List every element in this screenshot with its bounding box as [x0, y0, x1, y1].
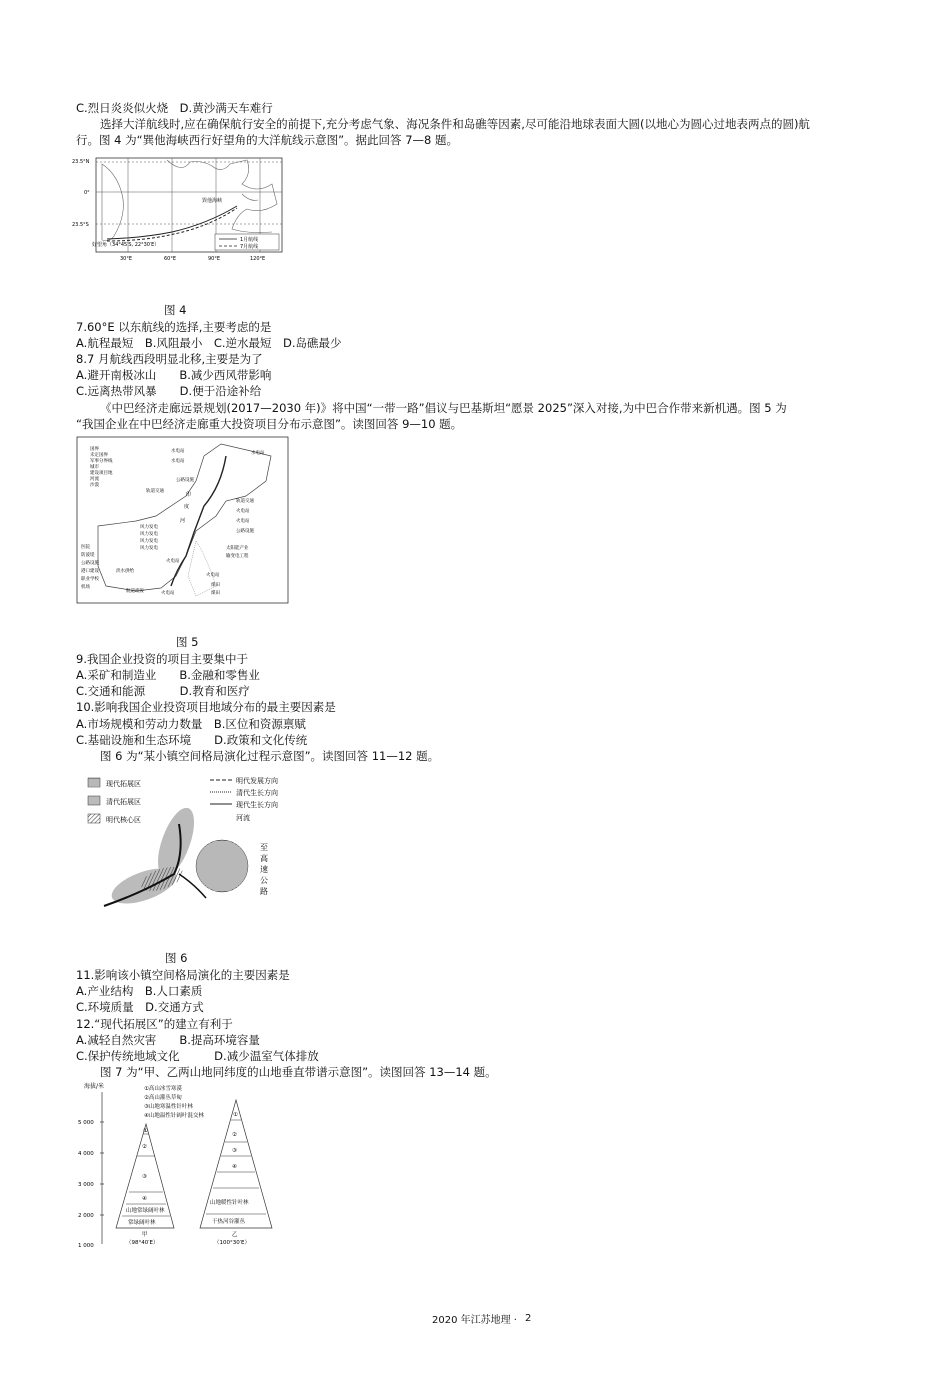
lon-label: 90°E [208, 256, 221, 262]
option-line: C.烈日炎炎似火烧 D.黄沙满天车难行 [76, 101, 273, 115]
highway-label: 至 [260, 843, 268, 852]
svg-text:轨道交通: 轨道交通 [146, 489, 164, 494]
paragraph-line: 图 7 为“甲、乙两山地同纬度的山地垂直带谱示意图”。读图回答 13—14 题。 [100, 1065, 497, 1079]
highway-label: 速 [260, 865, 268, 874]
legend-river: 河流 [236, 814, 250, 822]
question-7-options: A.航程最短 B.风阻最小 C.逆水最短 D.岛礁最少 [76, 336, 342, 350]
question-9-options: A.采矿和制造业 B.金融和零售业 [76, 668, 260, 682]
strait-label: 巽他海峡 [202, 198, 223, 204]
svg-text:煤田: 煤田 [211, 591, 220, 596]
question-11-options: A.产业结构 B.人口素质 [76, 984, 203, 998]
svg-text:航道疏浚: 航道疏浚 [126, 589, 144, 594]
lon-label: 30°E [120, 256, 133, 262]
figure-5-caption: 图 5 [176, 635, 199, 649]
figure-4-route-map [72, 154, 287, 266]
svg-text:公路设施: 公路设施 [81, 561, 99, 566]
question-12: 12.“现代拓展区”的建立有利于 [76, 1017, 233, 1031]
paragraph-line: 《中巴经济走廊远景规划(2017—2030 年)》将中国“一带一路”倡议与巴基斯坦“愿景 2025”深入对接,为中巴合作带来新机遇。图 5 为 [100, 401, 787, 415]
lat-label: 23.5°S [72, 222, 89, 228]
svg-text:山地常绿阔叶林: 山地常绿阔叶林 [126, 1208, 165, 1214]
svg-text:风力发电: 风力发电 [140, 539, 158, 544]
question-9-options: C.交通和能源 D.教育和医疗 [76, 684, 250, 698]
legend-ming: 明代核心区 [106, 816, 141, 824]
svg-text:沙漠: 沙漠 [90, 483, 99, 488]
y-axis-label: 海拔/米 [84, 1083, 105, 1090]
svg-text:①: ① [233, 1112, 238, 1118]
svg-text:风力发电: 风力发电 [140, 546, 158, 551]
svg-text:③山地寒温性针叶林: ③山地寒温性针叶林 [144, 1104, 193, 1110]
svg-text:③: ③ [232, 1148, 237, 1154]
svg-text:②高山灌丛草甸: ②高山灌丛草甸 [144, 1095, 182, 1101]
svg-text:（98°40′E）: （98°40′E） [126, 1240, 159, 1246]
legend-qing-direction: 清代生长方向 [236, 789, 278, 797]
svg-text:火电站: 火电站 [161, 591, 175, 596]
svg-text:河流: 河流 [90, 477, 99, 482]
svg-text:公路设施: 公路设施 [236, 529, 254, 534]
question-12-options: C.保护传统地域文化 D.减少温室气体排放 [76, 1049, 319, 1063]
y-ticks [78, 1120, 94, 1249]
svg-text:火电站: 火电站 [236, 519, 250, 524]
zone-legend [144, 1084, 204, 1119]
highway-label: 公 [260, 876, 268, 885]
svg-text:港口建设: 港口建设 [81, 569, 99, 574]
svg-text:山地暖性针叶林: 山地暖性针叶林 [210, 1200, 249, 1206]
svg-text:乙: 乙 [232, 1232, 238, 1238]
svg-text:3 000: 3 000 [78, 1182, 94, 1188]
lat-label: 23.5°N [72, 159, 90, 165]
paragraph-line: 图 6 为“某小镇空间格局演化过程示意图”。读图回答 11—12 题。 [100, 749, 440, 763]
svg-text:火电站: 火电站 [206, 573, 220, 578]
lon-label: 120°E [250, 256, 266, 262]
legend-modern-direction: 现代生长方向 [236, 801, 278, 809]
highway-label: 高 [260, 854, 268, 863]
figure-6-caption: 图 6 [165, 951, 188, 965]
svg-text:③: ③ [142, 1174, 147, 1180]
question-10-options: A.市场规模和劳动力数量 B.区位和资源禀赋 [76, 717, 306, 731]
svg-text:5 000: 5 000 [78, 1120, 94, 1126]
svg-text:干热河谷灌丛: 干热河谷灌丛 [212, 1219, 246, 1225]
svg-text:机场: 机场 [81, 585, 90, 590]
svg-text:煤田: 煤田 [211, 583, 220, 588]
svg-text:城市: 城市 [90, 465, 99, 470]
mountain-a [116, 1124, 174, 1246]
svg-text:2 000: 2 000 [78, 1213, 94, 1219]
svg-text:火电站: 火电站 [236, 509, 250, 514]
highway-label: 路 [260, 887, 268, 896]
svg-text:火电站: 火电站 [166, 559, 180, 564]
mountain-b [200, 1100, 272, 1246]
svg-text:水电站: 水电站 [171, 459, 185, 464]
question-10-options: C.基础设施和生态环境 D.政策和文化传统 [76, 733, 308, 747]
svg-text:输变电工程: 输变电工程 [226, 554, 249, 559]
lon-label: 60°E [164, 256, 177, 262]
legend-ming-direction: 明代发展方向 [236, 777, 278, 785]
svg-text:常绿阔叶林: 常绿阔叶林 [128, 1220, 156, 1226]
question-7: 7.60°E 以东航线的选择,主要考虑的是 [76, 320, 272, 334]
svg-text:②: ② [142, 1144, 147, 1150]
svg-text:4 000: 4 000 [78, 1151, 94, 1157]
svg-text:水电站: 水电站 [251, 451, 265, 456]
map-legend [90, 445, 113, 488]
svg-text:1 000: 1 000 [78, 1243, 94, 1249]
svg-text:④山地温性针阔叶混交林: ④山地温性针阔叶混交林 [144, 1113, 204, 1119]
svg-text:水电站: 水电站 [171, 449, 185, 454]
question-11-options: C.环境质量 D.交通方式 [76, 1000, 204, 1014]
svg-text:公路设施: 公路设施 [176, 478, 194, 483]
svg-text:②: ② [232, 1132, 237, 1138]
question-10: 10.影响我国企业投资项目地域分布的最主要因素是 [76, 700, 336, 714]
question-11: 11.影响该小镇空间格局演化的主要因素是 [76, 968, 290, 982]
legend-jul-route: 7月航线 [240, 244, 259, 250]
figure-6-town-evolution [84, 774, 298, 914]
river-label: 河 [180, 518, 186, 524]
svg-text:建设项目地: 建设项目地 [90, 471, 113, 476]
paragraph-line: 选择大洋航线时,应在确保航行安全的前提下,充分考虑气象、海况条件和岛礁等因素,尽可能沿地球表面大圆(以地心为圆心过地表两点的圆)航 [100, 117, 810, 131]
project-labels [81, 447, 265, 596]
question-9: 9.我国企业投资的项目主要集中于 [76, 652, 248, 666]
lat-label: 0° [84, 190, 90, 196]
legend-qing: 清代拓展区 [106, 798, 141, 806]
figure-5-investment-map [76, 436, 290, 606]
svg-text:军事分界线: 军事分界线 [90, 459, 113, 464]
question-8-options: C.远离热带风暴 D.便于沿途补给 [76, 384, 262, 398]
svg-text:轨道交通: 轨道交通 [236, 499, 254, 504]
footer-text: 2020 年江苏地理 · [432, 1315, 517, 1326]
question-8: 8.7 月航线西段明显北移,主要是为了 [76, 352, 263, 366]
svg-text:④: ④ [142, 1196, 147, 1202]
svg-text:甲: 甲 [142, 1232, 148, 1238]
svg-text:医院: 医院 [81, 545, 90, 550]
svg-text:风力发电: 风力发电 [140, 525, 158, 530]
svg-text:国界: 国界 [90, 447, 99, 452]
svg-text:（100°30′E）: （100°30′E） [214, 1240, 250, 1246]
page-number: 2 [525, 1313, 532, 1324]
legend-modern: 现代拓展区 [106, 780, 141, 788]
svg-text:①高山冰雪寒漠: ①高山冰雪寒漠 [144, 1086, 182, 1092]
svg-text:④: ④ [232, 1164, 237, 1170]
paragraph-line: 行。图 4 为“巽他海峡西行好望角的大洋航线示意图”。据此回答 7—8 题。 [76, 133, 458, 147]
river-label: 度 [184, 504, 190, 510]
svg-text:①: ① [143, 1128, 148, 1134]
question-8-options: A.避开南极冰山 B.减少西风带影响 [76, 368, 272, 382]
svg-text:淡水供给: 淡水供给 [116, 569, 134, 574]
svg-text:风力发电: 风力发电 [140, 532, 158, 537]
svg-text:太阳能产业: 太阳能产业 [226, 546, 249, 551]
svg-text:未定国界: 未定国界 [90, 453, 108, 458]
figure-7-vertical-zonation [76, 1080, 286, 1250]
river-label: 印 [186, 492, 192, 498]
svg-text:职业学校: 职业学校 [81, 577, 99, 582]
figure-4-caption: 图 4 [164, 303, 187, 317]
legend-jan-route: 1月航线 [240, 237, 259, 243]
svg-text:防波堤: 防波堤 [81, 553, 95, 558]
paragraph-line: “我国企业在中巴经济走廊重大投资项目分布示意图”。读图回答 9—10 题。 [76, 417, 463, 431]
cape-label: 好望角（34°45′S, 22°30′E） [92, 242, 160, 248]
question-12-options: A.减轻自然灾害 B.提高环境容量 [76, 1033, 260, 1047]
